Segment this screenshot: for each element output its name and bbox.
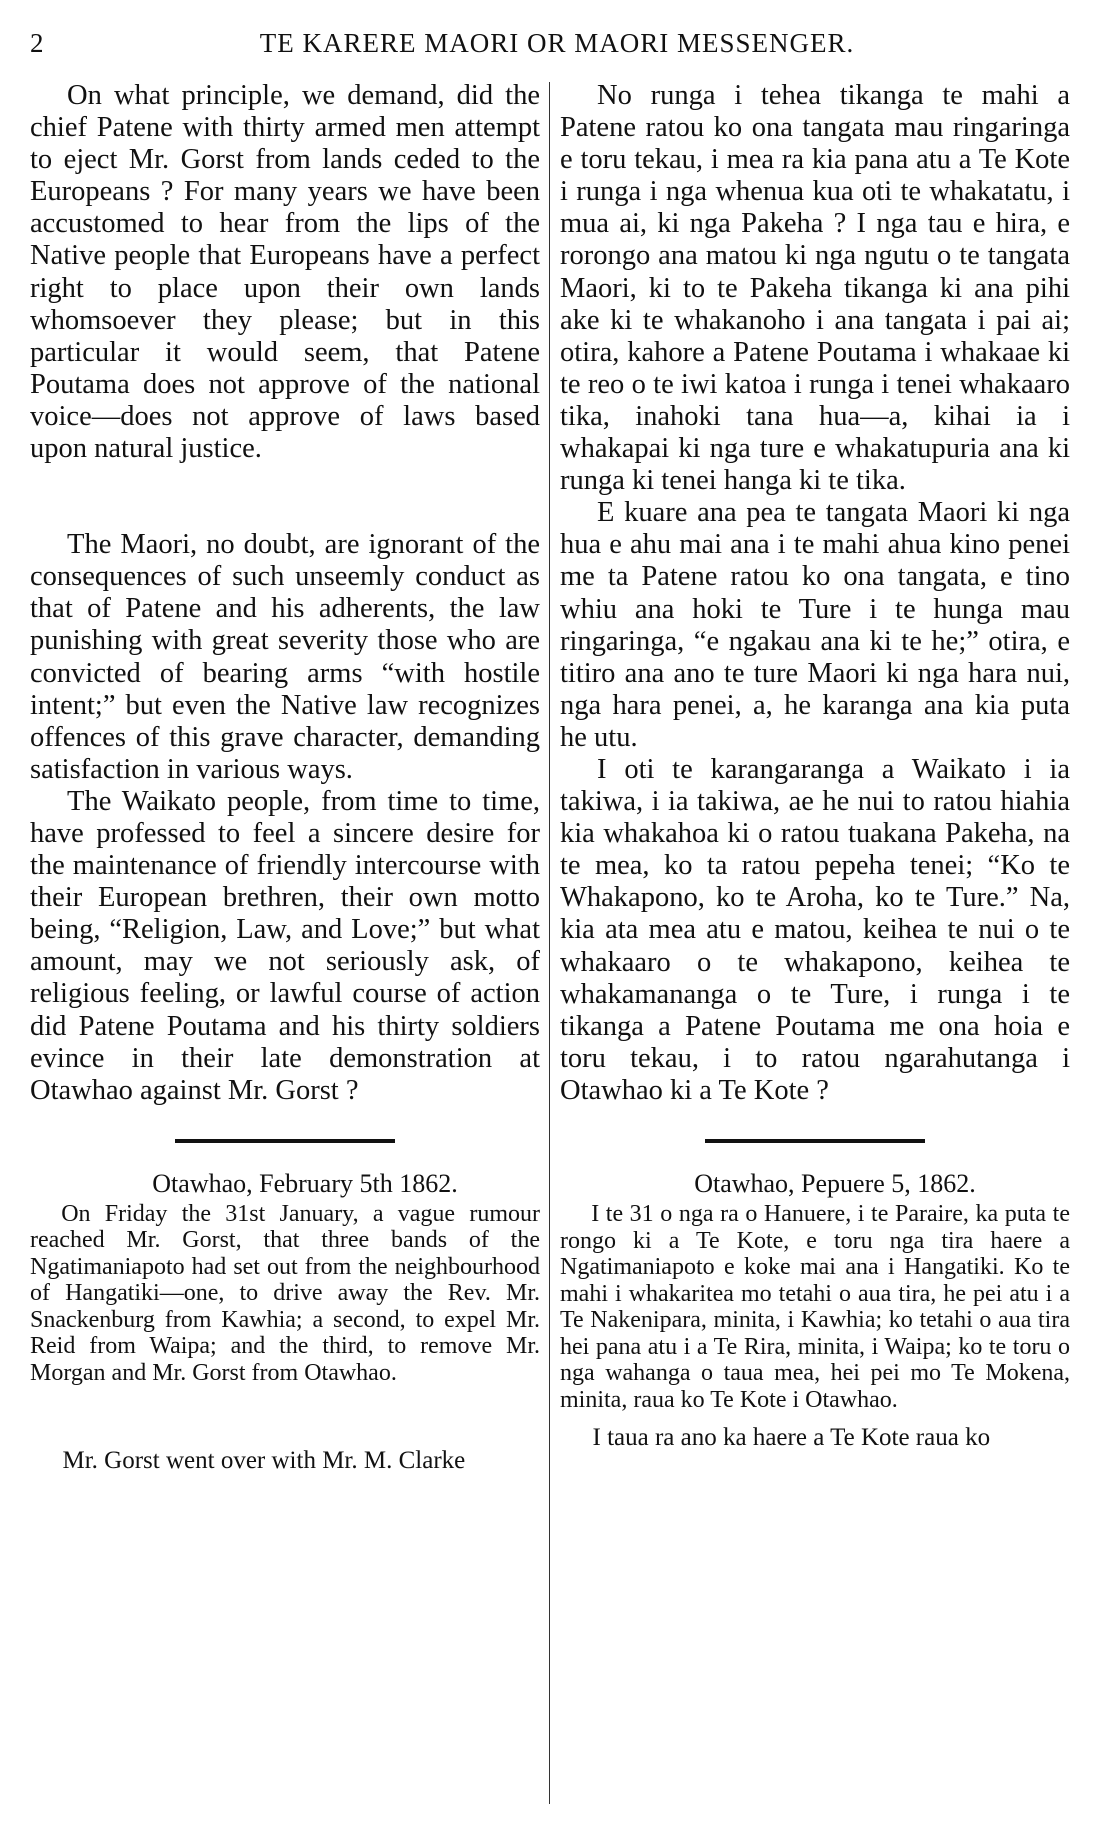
section-separator [705,1139,925,1143]
english-continuation: Mr. Gorst went over with Mr. M. Clarke [62,1447,466,1475]
page-header [30,28,1084,68]
english-dateline: Otawhao, February 5th 1862. [152,1168,458,1198]
english-column [30,80,540,1476]
maori-column [560,80,1070,1453]
section-separator [175,1139,395,1143]
english-report: On Friday the 31st January, a vague rumour reached Mr. Gorst, that three bands of the Ngatimaniapoto had set out from the neighbourhood of Hangatiki—one, to drive away the Rev. Mr. Snackenburg from Kawhia; a second, to expel Mr. Reid from Waipa; and the third, to remove Mr. Morgan and Mr. Gorst from Otawhao. [30,1200,540,1386]
maori-continuation: I taua ra ano ka haere a Te Kote raua ko [592,1424,991,1451]
page-number: 2 [30,28,45,58]
column-divider [549,82,550,1804]
maori-paragraph-2: E kuare ana pea te tangata Maori ki nga hua e ahu mai ana i te mahi ahua kino penei me ta Patene ratou ko ona tangata, e tino whiu ana hoki te Ture i te hunga mau ringaringa, “e ngakau ana ki te he;” otira, e titiro ana ano te ture Maori ki nga hara nui, nga hara penei, a, he karanga ana kia puta he utu. [560,497,1070,753]
maori-paragraph-3: I oti te karangaranga a Waikato i ia takiwa, i ia takiwa, ae he nui to ratou hiahia kia whakahoa ki o ratou tuakana Pakeha, na te mea, ko ta ratou pepeha tenei; “Ko te Whakapono, ko te Aroha, ko te Ture.” Na, kia ata mea atu e matou, keihea te nui o te whakaaro o te whakapono, keihea te whakamananga o te Ture, i runga i te tikanga a Patene Poutama me ona hoia e toru tekau, i to ratou ngarahutanga i Otawhao ki a Te Kote ? [560,753,1070,1106]
english-paragraph-3: The Waikato people, from time to time, have professed to feel a sincere desire for the maintenance of friendly intercourse with their European brethren, their own motto being, “Religion, Law, and Love;” but what amount, may we not seriously ask, of religious feeling, or lawful course of action did Patene Poutama and his thirty soldiers evince in their late demonstration at Otawhao against Mr. Gorst ? [30,785,540,1106]
masthead-title: TE KARERE MAORI OR MAORI MESSENGER. [259,28,855,58]
maori-report: I te 31 o nga ra o Hanuere, i te Paraire, ka puta te rongo ki a Te Kote, e toru nga tira haere a Ngatimaniapoto e koke mai ana i Hangatiki. Ko te mahi i whakaritea mo tetahi o aua tira, he pei atu i a Te Nakenipara, minita, i Kawhia; ko tetahi o aua tira hei pana atu i a Te Rira, minita, i Waipa; ko te toru o nga wahanga o taua mea, hei pei mo Te Mokena, minita, raua ko Te Kote i Otawhao. [560,1201,1070,1413]
english-paragraph-1: On what principle, we demand, did the chief Patene with thirty armed men attempt to eject Mr. Gorst from lands ceded to the Europeans ? For many years we have been accustomed to hear from the lips of the Native people that Europeans have a perfect right to place upon their own lands whomsoever they please; but in this particular it would seem, that Patene Poutama does not approve of the national voice—does not approve of laws based upon natural justice. [30,80,540,465]
english-paragraph-2: The Maori, no doubt, are ignorant of the consequences of such unseemly conduct as that of Patene and his adherents, the law punishing with great severity those who are convicted of bearing arms “with hostile intent;” but even the Native law recognizes offences of this grave character, demanding satisfaction in various ways. [30,529,540,785]
maori-dateline: Otawhao, Pepuere 5, 1862. [694,1169,976,1198]
paragraph-gap [30,465,540,529]
maori-paragraph-1: No runga i tehea tikanga te mahi a Patene ratou ko ona tangata mau ringaringa e toru tekau, i mea ra kia pana atu a Te Kote i runga i nga whenua kua oti te whakatatu, i mua ai, ki nga Pakeha ? I nga tau e hira, e rorongo ana matou ki nga ngutu o te tangata Maori, ki to te Pakeha tikanga ki ana pihi ake ki te whakanoho i ana tangata i pai ai; otira, kahore a Patene Poutama i whakaae ki te reo o te iwi katoa i runga i tenei whakaaro tika, inahoki tana hua—a, kihai ia i whakapai ki nga ture e whakatupuria ana ki runga ki tenei hanga ki te tika. [560,80,1070,497]
